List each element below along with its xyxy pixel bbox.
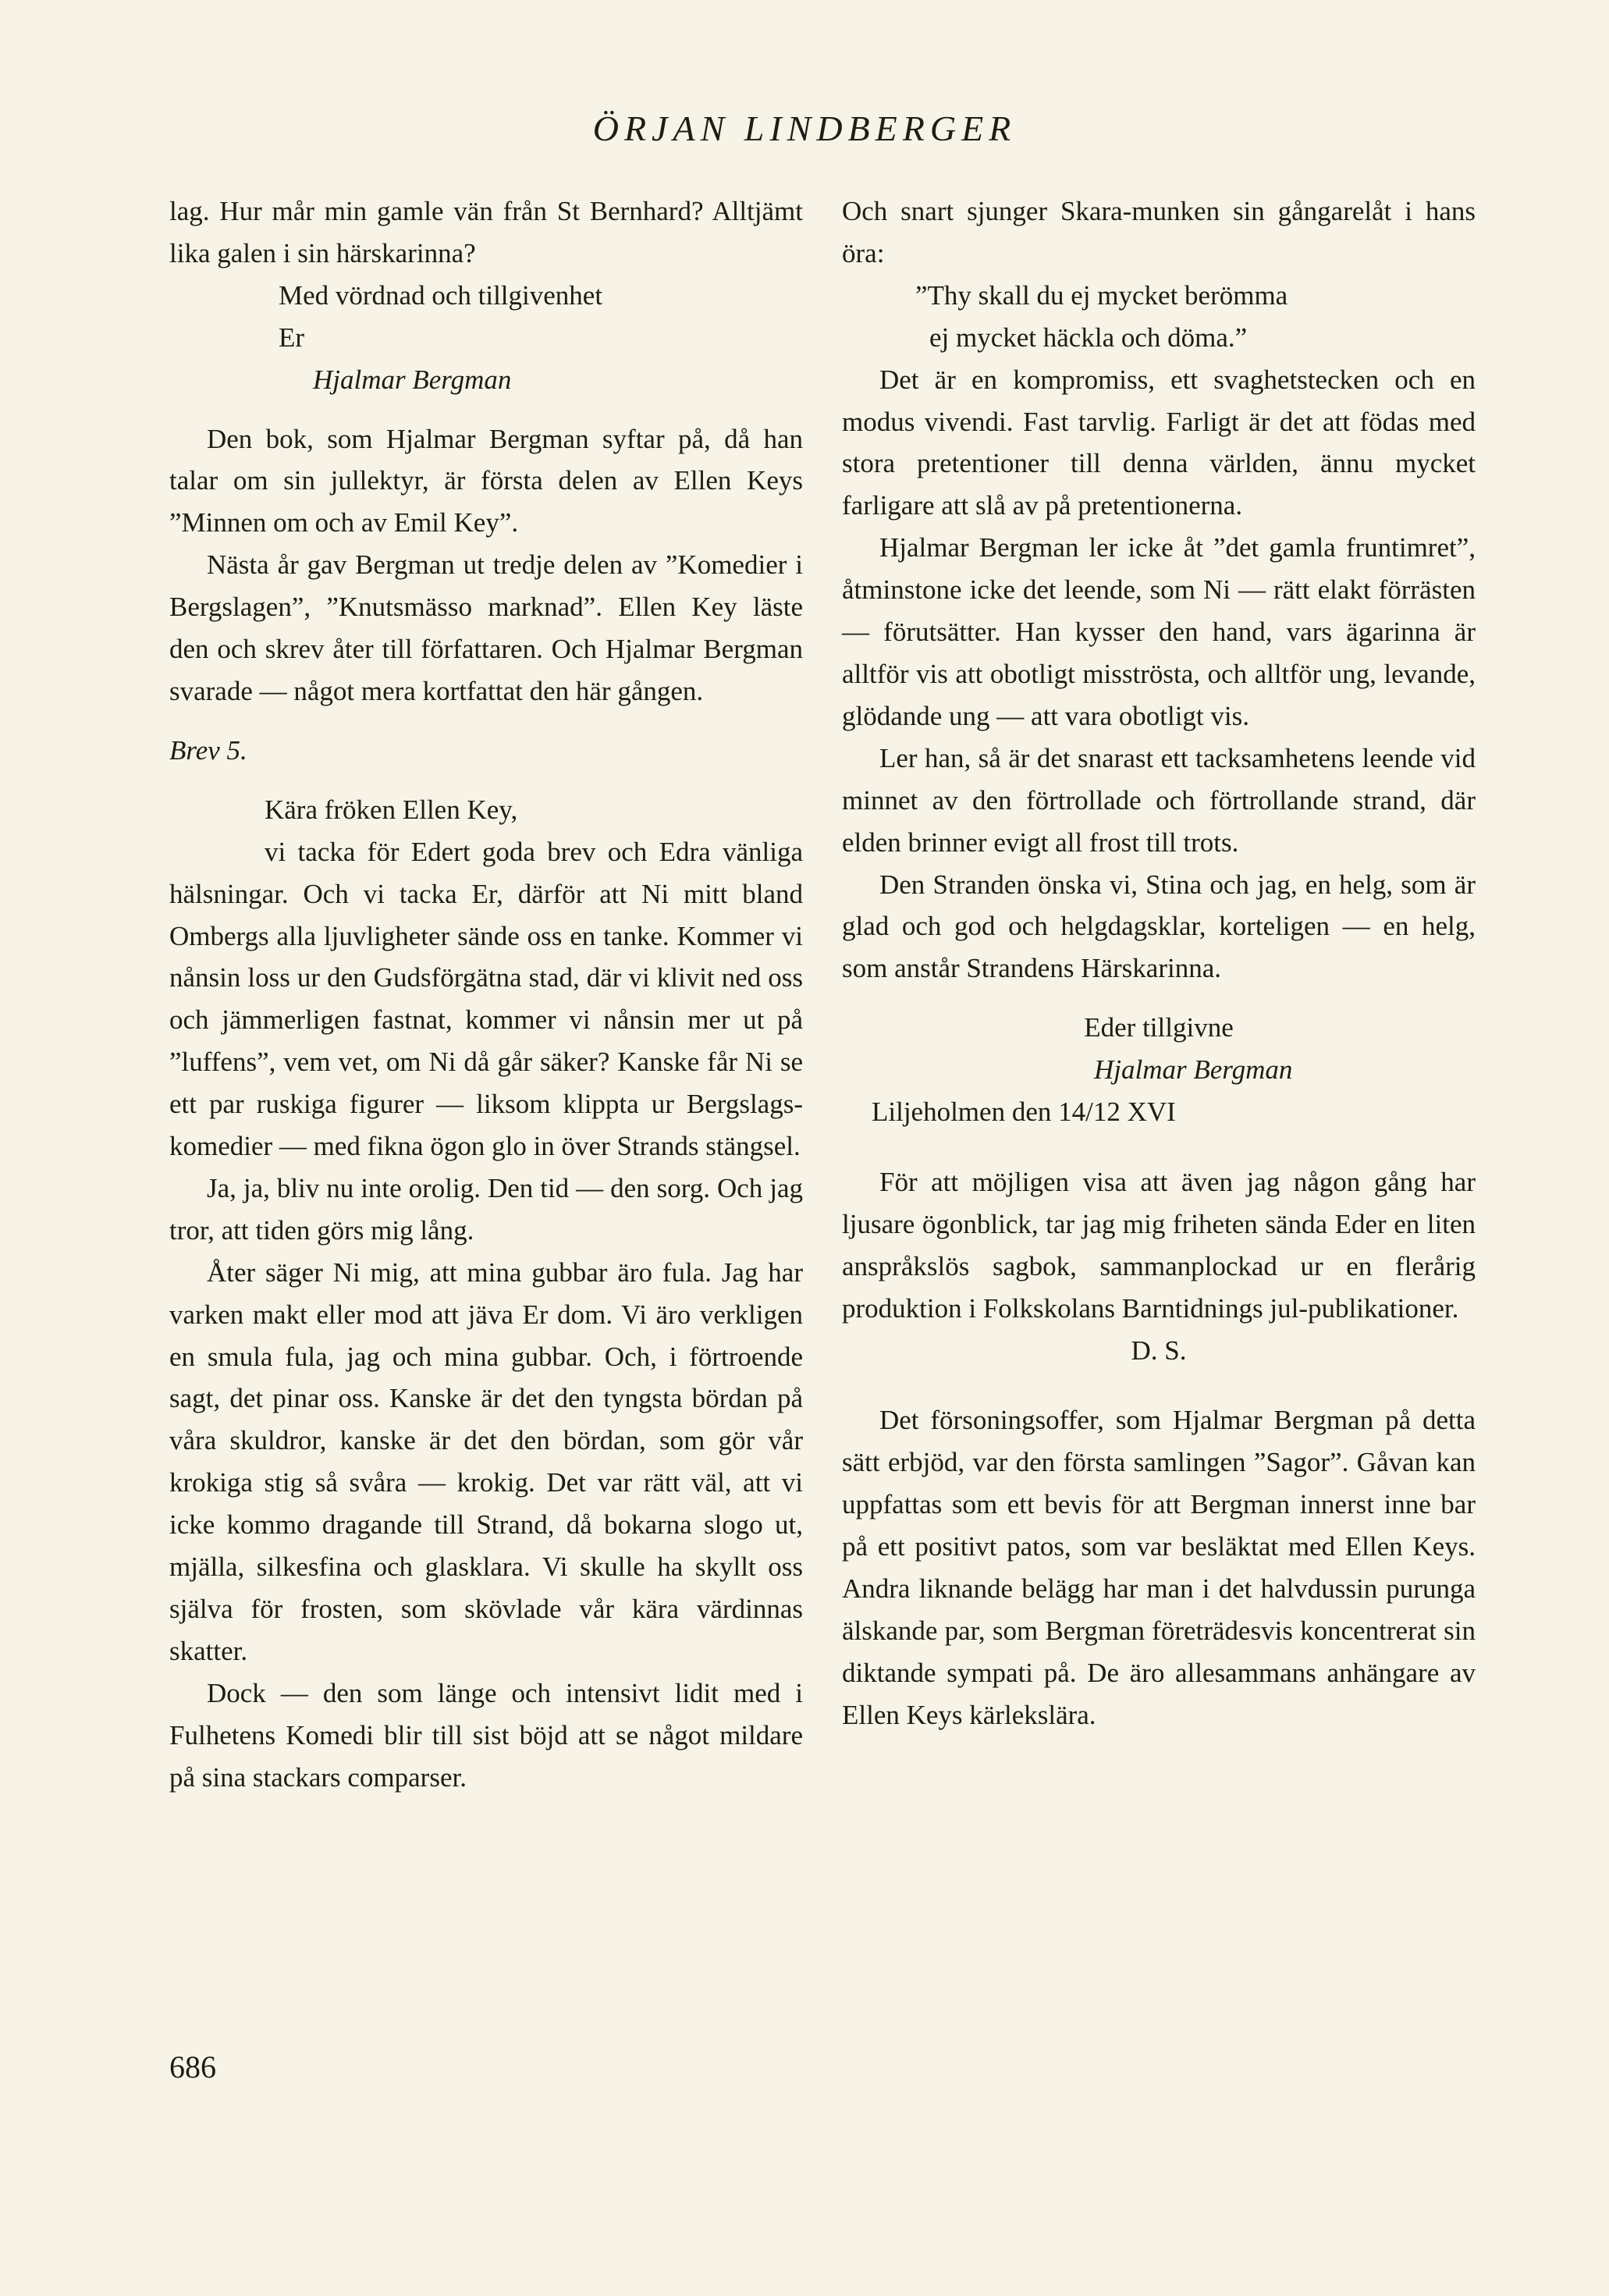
left-column: [169, 190, 803, 1799]
paragraph: Ja, ja, bliv nu inte orolig. Den tid — den sorg. Och jag tror, att tiden görs mig lång.: [169, 1172, 803, 1246]
letter-heading: Brev 5.: [169, 734, 247, 766]
signature: Hjalmar Bergman: [313, 364, 512, 395]
verse-line: ej mycket häckla och döma.”: [929, 322, 1248, 353]
letter-closing-er: Er: [279, 322, 305, 353]
paragraph: Den Stranden önska vi, Stina och jag, en helg, som är glad och god och helgdagsklar, korteligen — en helg, som anstår Strandens Härskarinna.: [842, 869, 1476, 984]
paragraph: Det försoningsoffer, som Hjalmar Bergman på detta sätt erbjöd, var den första samlingen ”Sagor”. Gåvan kan uppfattas som ett bevis för att Bergman innerst inne bar på ett positivt patos, som var besläktat med Ellen Keys. Andra liknande belägg har man i det halvdussin purunga älskande par, som Bergman företrädesvis koncentrerat sin diktande sympati på. De äro allesammans anhängare av Ellen Keys kärlekslära.: [842, 1405, 1476, 1730]
paragraph: Och snart sjunger Skara-munken sin gångarelåt i hans öra:: [842, 196, 1476, 268]
paragraph: Hjalmar Bergman ler icke åt ”det gamla fruntimret”, åtminstone icke det leende, som Ni — rätt elakt förrästen — förutsätter. Han kysser den hand, vars ägarinna är alltför vis att obotligt misströsta, och alltför ung, levande, glödande ung — att vara obotligt vis.: [842, 532, 1476, 731]
letter-closing: Eder tillgivne: [1084, 1012, 1234, 1043]
paragraph: Den bok, som Hjalmar Bergman syftar på, då han talar om sin jullektyr, är första delen av Ellen Keys ”Minnen om och av Emil Key”.: [169, 423, 803, 538]
verse-line: ”Thy skall du ej mycket berömma: [915, 279, 1288, 311]
dateline: Liljeholmen den 14/12 XVI: [872, 1096, 1176, 1128]
paragraph: lag. Hur mår min gamle vän från St Bernhard? Alltjämt lika galen i sin härskarinna?: [169, 196, 803, 268]
salutation: Kära fröken Ellen Key,: [265, 794, 518, 825]
postscript: För att möjligen visa att även jag någon gång har ljusare ögonblick, tar jag mig friheten sända Eder en liten anspråkslös sagbok, sammanplockad ur en flerårig produktion i Folkskolans Barntidnings jul-publikationer.: [842, 1166, 1476, 1324]
paragraph: vi tacka för Edert goda brev och Edra vänliga hälsningar. Och vi tacka Er, därför att Ni mitt bland Ombergs alla ljuvligheter sände oss en tanke. Kommer vi nånsin loss ur den Gudsförgätna stad, där vi klivit ned oss och jämmerligen fastnat, kommer vi nånsin mer ut på ”luffens”, vem vet, om Ni då går säker? Kanske får Ni se ett par ruskiga figurer — liksom klippta ur Bergslags-komedier — med fikna ögon glo in över Strands stängsel.: [169, 836, 803, 1162]
paragraph: Åter säger Ni mig, att mina gubbar äro fula. Jag har varken makt eller mod att jäva Er dom. Vi äro verkligen en smula fula, jag och mina gubbar. Och, i förtroende sagt, det pinar oss. Kanske är det den tyngsta bördan på våra skuldror, kanske är det den bördan, som gör vår krokiga stig så svåra — krokig. Det var rätt väl, att vi icke kommo dragande till Strand, då bokarna slogo ut, mjälla, silkesfina och glasklara. Vi skulle ha skyllt oss själva för frosten, som skövlade vår kära värdinnas skatter.: [169, 1256, 803, 1666]
letter-closing: Med vördnad och tillgivenhet: [279, 279, 603, 311]
right-column: [842, 190, 1476, 1736]
paragraph: Dock — den som länge och intensivt lidit med i Fulhetens Komedi blir till sist böjd att se något mildare på sina stackars comparser.: [169, 1677, 803, 1793]
running-header: ÖRJAN LINDBERGER: [592, 108, 1017, 148]
paragraph: Nästa år gav Bergman ut tredje delen av ”Komedier i Bergslagen”, ”Knutsmässo marknad”. Ellen Key läste den och skrev åter till författaren. Och Hjalmar Bergman svarade — något mera kortfattat den här gången.: [169, 549, 803, 706]
paragraph: Det är en kompromiss, ett svaghetstecken och en modus vivendi. Fast tarvlig. Farligt är det att födas med stora pretentioner till denna världen, ännu mycket farligare att slå av på pretentionerna.: [842, 364, 1476, 521]
page-number: 686: [169, 2049, 216, 2085]
signature: Hjalmar Bergman: [1094, 1054, 1293, 1086]
postscript-mark: D. S.: [1131, 1335, 1187, 1366]
paragraph: Ler han, så är det snarast ett tacksamhetens leende vid minnet av den förtrollade och förtrollande strand, där elden brinner evigt all frost till trots.: [842, 742, 1476, 858]
